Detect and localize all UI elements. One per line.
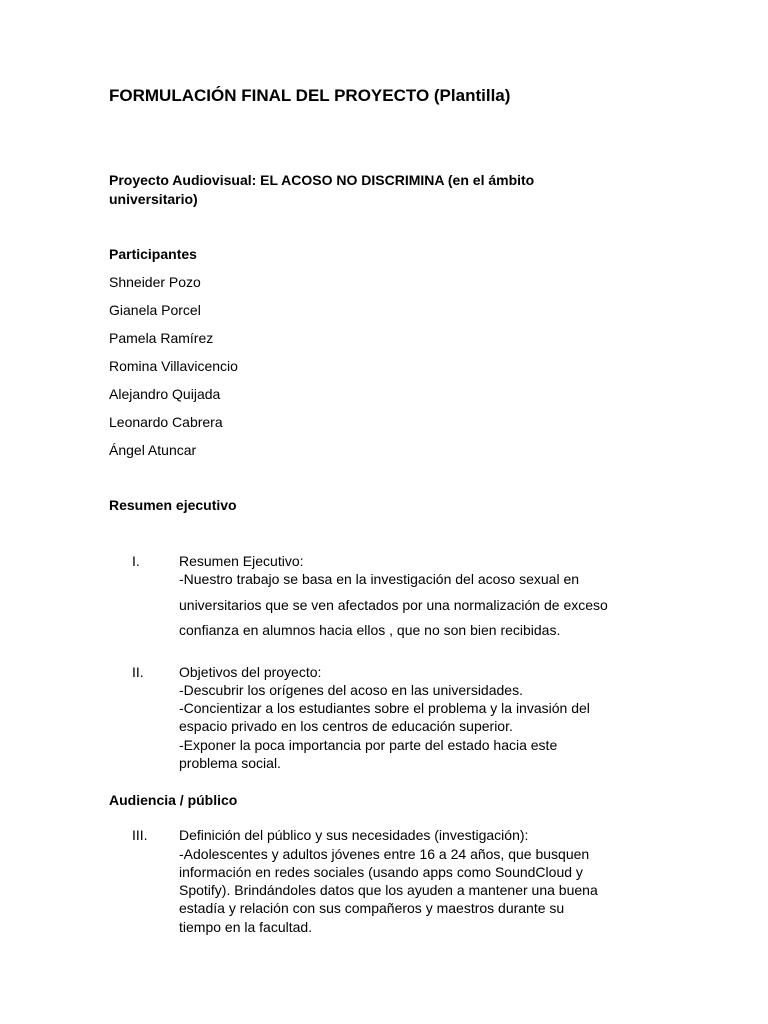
summary-heading: Resumen ejecutivo <box>109 497 237 513</box>
objectives-line: espacio privado en los centros de educación superior. <box>179 718 513 734</box>
audience-line: Definición del público y sus necesidades (investigación): <box>179 827 529 843</box>
objectives-numeral: II. <box>132 664 144 680</box>
participant-name: Leonardo Cabrera <box>109 414 223 430</box>
objectives-line: Objetivos del proyecto: <box>179 664 322 680</box>
audience-line: -Adolescentes y adultos jóvenes entre 16 a 24 años, que busquen <box>179 846 590 862</box>
summary-line: -Nuestro trabajo se basa en la investigación del acoso sexual en <box>179 571 580 587</box>
participant-name: Romina Villavicencio <box>109 358 238 374</box>
objectives-line: problema social. <box>179 755 281 771</box>
audience-heading: Audiencia / público <box>109 792 238 808</box>
page-title: FORMULACIÓN FINAL DEL PROYECTO (Plantilla) <box>109 86 511 105</box>
participant-name: Alejandro Quijada <box>109 386 221 402</box>
audience-line: Spotify). Brindándoles datos que los ayuden a mantener una buena <box>179 882 598 898</box>
participant-name: Ángel Atuncar <box>109 442 197 458</box>
audience-line: estadía y relación con sus compañeros y maestros durante su <box>179 900 565 916</box>
summary-line: confianza en alumnos hacia ellos , que no son bien recibidas. <box>179 622 561 638</box>
audience-numeral: III. <box>132 827 148 843</box>
project-title-line-2: universitario) <box>109 191 198 207</box>
participant-name: Gianela Porcel <box>109 302 201 318</box>
participants-heading: Participantes <box>109 246 197 262</box>
project-title-line-1: Proyecto Audiovisual: EL ACOSO NO DISCRIMINA (en el ámbito <box>109 172 535 188</box>
audience-line: tiempo en la facultad. <box>179 919 313 935</box>
objectives-line: -Concientizar a los estudiantes sobre el problema y la invasión del <box>179 700 590 716</box>
summary-line: Resumen Ejecutivo: <box>179 553 304 569</box>
summary-numeral: I. <box>132 553 140 569</box>
participant-name: Pamela Ramírez <box>109 330 214 346</box>
participant-name: Shneider Pozo <box>109 274 201 290</box>
objectives-line: -Descubrir los orígenes del acoso en las universidades. <box>179 682 523 698</box>
audience-line: información en redes sociales (usando apps como SoundCloud y <box>179 864 583 880</box>
summary-line: universitarios que se ven afectados por una normalización de exceso <box>179 597 608 613</box>
objectives-line: -Exponer la poca importancia por parte del estado hacia este <box>179 737 558 753</box>
